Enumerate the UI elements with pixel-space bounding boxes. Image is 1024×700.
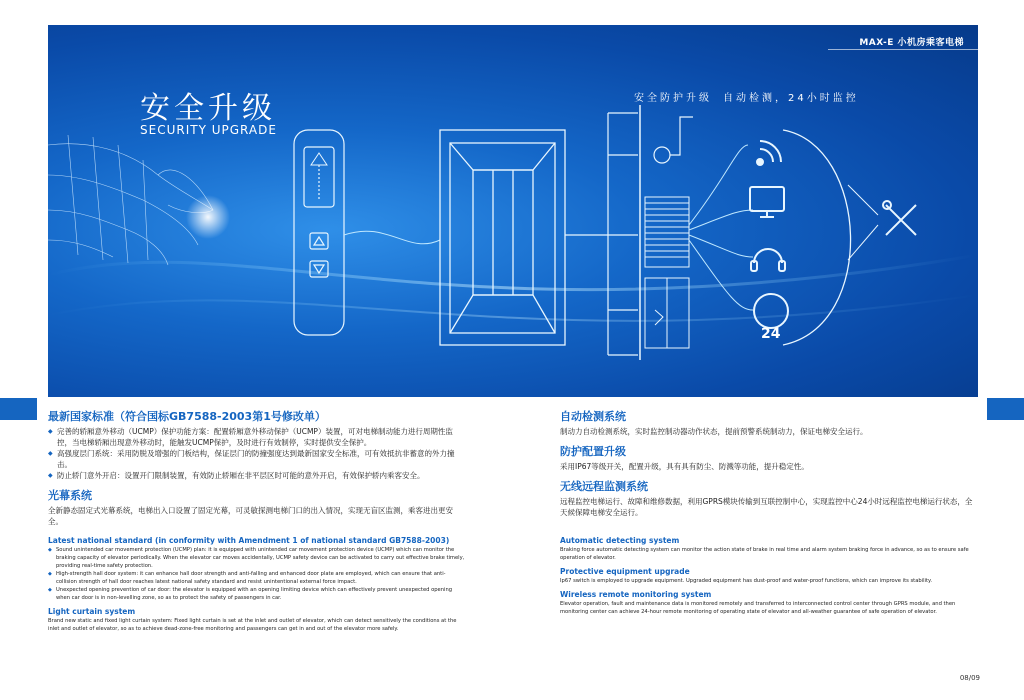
right-cn-para1: 制动力自动检测系统，实时监控制动器动作状态，提前预警系统制动力，保证电梯安全运行。: [560, 427, 868, 436]
left-en-bullet1: ◆ Sound unintended car movement protection (UCMP) plan: it is equipped with unintended car movement protection device (UCMP) which can monitor the braking capacity of elevator periodically. When the elevator car moves accidentally, UCMP safety device can be activated to carry out effective brake timely, providing real-time safety protection.: [48, 546, 466, 570]
right-cn-heading3: 无线远程监测系统: [560, 480, 648, 493]
wifi-signal-icon: [757, 141, 781, 165]
right-cn-heading1: 自动检测系统: [560, 410, 626, 423]
side-tab-right: [987, 398, 1024, 420]
elevator-car-icon: [440, 130, 565, 345]
monitor-icon: [750, 187, 784, 217]
side-tab-left: [0, 398, 37, 420]
right-en-section: [560, 536, 978, 616]
left-cn-heading1: 最新国家标准（符合国标GB7588-2003第1号修改单）: [48, 410, 326, 423]
left-en-heading2: Light curtain system: [48, 607, 136, 616]
page-number: 08/09: [959, 674, 980, 682]
wireframe-hand-icon: [48, 135, 213, 265]
headset-icon: [751, 249, 785, 271]
right-cn-para3: 远程监控电梯运行、故障和维修数据，利用GPRS模块传输到互联控制中心，实现监控中心24小时远程监控电梯运行状态，全天候保障电梯安全运行。: [560, 497, 973, 517]
brake-sensor-icon: [654, 117, 693, 163]
badge-24-text: 24: [761, 326, 781, 342]
right-cn-para2: 采用IP67等级开关，配置升级，具有具有防尘、防溅等功能，提升稳定性。: [560, 462, 809, 471]
left-en-para2: Brand new static and fixed light curtain system: Fixed light curtain is set at the inlet and outlet of elevator, which can detect sensitively the conditions at the inlet and outlet of elevator, so as to achieve dead-zone-free monitoring and passengers can get in and out of the elevator more safely.: [48, 618, 457, 632]
hero-title-cn: 安全升级: [140, 91, 276, 126]
right-en-heading2: Protective equipment upgrade: [560, 567, 690, 576]
hero-illustration: [48, 25, 978, 397]
tools-icon: [883, 201, 916, 235]
left-en-bullet3: ◆ Unexpected opening prevention of car door: the elevator is equipped with an opening limiting device which can effectively prevent unexpected opening when car door is in non-levelling zone, so as to protect the safety of passengers in car.: [48, 586, 466, 602]
left-cn-bullet2: ◆ 高强度层门系统：采用防脱及增强的门板结构，保证层门的防撞强度达到最新国家安全标准，可有效抵抗非蓄意的外力撞击。: [48, 448, 466, 470]
right-en-para2: Ip67 switch is employed to upgrade equipment. Upgraded equipment has dust-proof and water-proof functions, which can improve its stability.: [560, 578, 933, 584]
right-en-para1: Braking force automatic detecting system can monitor the action state of brake in real time and alarm system braking force in advance, so as to ensure safe operation of elevator.: [560, 547, 969, 561]
brand-underline: [828, 49, 978, 50]
right-en-heading3: Wireless remote monitoring system: [560, 590, 712, 599]
left-cn-bullet3: ◆ 防止轿门意外开启：设置开门限制装置，有效防止轿厢在非平层区时可能的意外开启，有效保护轿内乘客安全。: [48, 470, 466, 481]
left-cn-section: [48, 408, 466, 527]
brand-label: MAX-E 小机房乘客电梯: [859, 38, 964, 48]
touch-glow: [186, 195, 230, 239]
left-en-heading1: Latest national standard (in conformity with Amendment 1 of national standard GB7588-2003): [48, 536, 450, 545]
clock-24-icon: [754, 294, 788, 328]
hero-title-en: SECURITY UPGRADE: [140, 123, 277, 137]
right-cn-section: [560, 408, 978, 518]
left-cn-heading2: 光幕系统: [48, 489, 92, 502]
left-cn-para2: 全新静态固定式光幕系统，电梯出入口设置了固定光幕，可灵敏探测电梯门口的出入情况，实现无盲区监测，乘客进出更安全。: [48, 506, 453, 526]
left-en-section: [48, 536, 466, 633]
hero-banner: [48, 25, 978, 397]
right-en-para3: Elevator operation, fault and maintenance data is monitored remotely and transferred to interconnected control center through GPRS module, and then monitoring center can achieve 24-hour remote monitoring of operating state of elevator and all-weather guarantee of safe operation of elevator.: [560, 601, 956, 615]
ip67-switch-icon: [645, 197, 689, 267]
left-en-bullet2: ◆ High-strength hall door system: it can enhance hall door strength and anti-falling and enhanced door plate are employed, which can ensure that anti-collision strength of hall door reaches latest national safety standard and resist unintentional external force impact.: [48, 570, 466, 586]
header-monitor: 自动检测，24小时监控: [723, 93, 859, 104]
right-cn-heading2: 防护配置升级: [560, 445, 626, 458]
header-protect: 安全防护升级: [634, 93, 712, 104]
right-en-heading1: Automatic detecting system: [560, 536, 680, 545]
left-cn-bullet1: ◆ 完善的轿厢意外移动（UCMP）保护功能方案：配置轿厢意外移动保护（UCMP）装置，可对电梯制动能力进行周期性监控，当电梯轿厢出现意外移动时，能触发UCMP保护，及时进行有效制停，实时提供安全保护。: [48, 426, 466, 448]
